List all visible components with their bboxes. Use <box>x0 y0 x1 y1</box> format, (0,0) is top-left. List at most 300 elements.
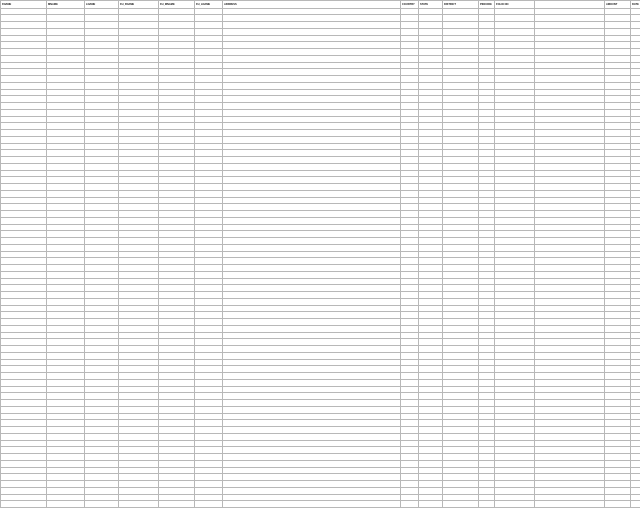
table-cell[interactable] <box>1 22 47 29</box>
table-cell[interactable] <box>85 211 119 218</box>
table-cell[interactable] <box>195 352 223 359</box>
table-cell[interactable] <box>495 69 535 76</box>
table-cell[interactable] <box>47 211 85 218</box>
table-cell[interactable] <box>47 82 85 89</box>
table-cell[interactable] <box>119 55 159 62</box>
table-cell[interactable] <box>401 359 419 366</box>
table-cell[interactable] <box>443 285 479 292</box>
table-cell[interactable] <box>119 494 159 501</box>
table-cell[interactable] <box>119 481 159 488</box>
table-cell[interactable] <box>223 386 401 393</box>
table-cell[interactable] <box>479 150 495 157</box>
table-cell[interactable] <box>401 285 419 292</box>
table-cell[interactable] <box>47 359 85 366</box>
table-cell[interactable] <box>535 42 605 49</box>
table-cell[interactable] <box>443 474 479 481</box>
table-cell[interactable] <box>535 359 605 366</box>
table-cell[interactable] <box>479 130 495 137</box>
table-cell[interactable] <box>631 460 640 467</box>
table-cell[interactable] <box>631 346 640 353</box>
table-cell[interactable] <box>631 413 640 420</box>
table-cell[interactable] <box>401 366 419 373</box>
table-cell[interactable] <box>419 197 443 204</box>
table-cell[interactable] <box>223 150 401 157</box>
table-cell[interactable] <box>159 231 195 238</box>
table-cell[interactable] <box>223 312 401 319</box>
column-header-fh-fname[interactable]: FH_FNAME <box>119 1 159 9</box>
table-cell[interactable] <box>401 143 419 150</box>
table-cell[interactable] <box>47 406 85 413</box>
table-cell[interactable] <box>401 433 419 440</box>
table-cell[interactable] <box>195 325 223 332</box>
table-cell[interactable] <box>605 373 631 380</box>
table-cell[interactable] <box>1 82 47 89</box>
table-cell[interactable] <box>605 386 631 393</box>
table-cell[interactable] <box>223 481 401 488</box>
table-cell[interactable] <box>1 373 47 380</box>
table-cell[interactable] <box>631 400 640 407</box>
table-cell[interactable] <box>85 217 119 224</box>
table-cell[interactable] <box>479 339 495 346</box>
table-cell[interactable] <box>47 386 85 393</box>
table-cell[interactable] <box>159 62 195 69</box>
table-cell[interactable] <box>1 184 47 191</box>
table-cell[interactable] <box>85 238 119 245</box>
table-cell[interactable] <box>479 359 495 366</box>
table-cell[interactable] <box>495 373 535 380</box>
table-cell[interactable] <box>443 170 479 177</box>
table-cell[interactable] <box>631 292 640 299</box>
table-cell[interactable] <box>119 433 159 440</box>
table-cell[interactable] <box>223 55 401 62</box>
table-cell[interactable] <box>419 103 443 110</box>
table-cell[interactable] <box>535 96 605 103</box>
table-cell[interactable] <box>495 251 535 258</box>
table-cell[interactable] <box>119 231 159 238</box>
table-cell[interactable] <box>223 258 401 265</box>
table-cell[interactable] <box>223 143 401 150</box>
table-cell[interactable] <box>479 170 495 177</box>
table-cell[interactable] <box>419 22 443 29</box>
table-cell[interactable] <box>605 427 631 434</box>
table-cell[interactable] <box>195 501 223 508</box>
table-cell[interactable] <box>119 366 159 373</box>
table-cell[interactable] <box>631 136 640 143</box>
table-cell[interactable] <box>443 487 479 494</box>
table-cell[interactable] <box>1 501 47 508</box>
table-cell[interactable] <box>119 170 159 177</box>
table-cell[interactable] <box>223 96 401 103</box>
table-cell[interactable] <box>535 481 605 488</box>
table-cell[interactable] <box>419 305 443 312</box>
table-cell[interactable] <box>479 400 495 407</box>
table-cell[interactable] <box>1 42 47 49</box>
table-cell[interactable] <box>195 22 223 29</box>
table-cell[interactable] <box>495 305 535 312</box>
table-cell[interactable] <box>401 292 419 299</box>
table-cell[interactable] <box>159 427 195 434</box>
table-cell[interactable] <box>535 177 605 184</box>
table-cell[interactable] <box>85 460 119 467</box>
table-cell[interactable] <box>419 366 443 373</box>
table-cell[interactable] <box>443 82 479 89</box>
table-cell[interactable] <box>443 258 479 265</box>
table-cell[interactable] <box>119 42 159 49</box>
table-cell[interactable] <box>631 170 640 177</box>
table-cell[interactable] <box>223 177 401 184</box>
table-cell[interactable] <box>119 184 159 191</box>
table-cell[interactable] <box>159 305 195 312</box>
table-cell[interactable] <box>495 76 535 83</box>
table-cell[interactable] <box>535 332 605 339</box>
table-cell[interactable] <box>119 251 159 258</box>
table-cell[interactable] <box>419 123 443 130</box>
table-cell[interactable] <box>419 109 443 116</box>
table-cell[interactable] <box>47 96 85 103</box>
table-cell[interactable] <box>47 35 85 42</box>
table-cell[interactable] <box>119 258 159 265</box>
table-cell[interactable] <box>119 22 159 29</box>
table-cell[interactable] <box>119 501 159 508</box>
table-cell[interactable] <box>85 373 119 380</box>
table-cell[interactable] <box>535 258 605 265</box>
table-cell[interactable] <box>495 474 535 481</box>
table-cell[interactable] <box>1 346 47 353</box>
table-cell[interactable] <box>85 433 119 440</box>
table-cell[interactable] <box>535 251 605 258</box>
table-cell[interactable] <box>401 150 419 157</box>
table-cell[interactable] <box>159 28 195 35</box>
table-cell[interactable] <box>401 15 419 22</box>
table-cell[interactable] <box>223 157 401 164</box>
table-cell[interactable] <box>535 487 605 494</box>
table-cell[interactable] <box>401 406 419 413</box>
table-cell[interactable] <box>535 62 605 69</box>
table-cell[interactable] <box>85 190 119 197</box>
table-cell[interactable] <box>119 393 159 400</box>
table-cell[interactable] <box>159 278 195 285</box>
table-cell[interactable] <box>535 454 605 461</box>
table-cell[interactable] <box>159 359 195 366</box>
table-cell[interactable] <box>159 501 195 508</box>
table-cell[interactable] <box>535 265 605 272</box>
table-cell[interactable] <box>223 406 401 413</box>
table-cell[interactable] <box>443 413 479 420</box>
table-cell[interactable] <box>223 28 401 35</box>
table-cell[interactable] <box>159 265 195 272</box>
table-cell[interactable] <box>159 467 195 474</box>
table-cell[interactable] <box>85 123 119 130</box>
table-cell[interactable] <box>223 76 401 83</box>
table-cell[interactable] <box>1 170 47 177</box>
table-cell[interactable] <box>631 325 640 332</box>
table-cell[interactable] <box>419 238 443 245</box>
table-cell[interactable] <box>419 487 443 494</box>
table-cell[interactable] <box>443 292 479 299</box>
table-cell[interactable] <box>535 55 605 62</box>
table-cell[interactable] <box>419 217 443 224</box>
table-cell[interactable] <box>401 96 419 103</box>
table-cell[interactable] <box>419 150 443 157</box>
table-cell[interactable] <box>195 258 223 265</box>
table-cell[interactable] <box>401 474 419 481</box>
table-cell[interactable] <box>47 346 85 353</box>
table-cell[interactable] <box>1 103 47 110</box>
table-cell[interactable] <box>223 325 401 332</box>
table-cell[interactable] <box>119 224 159 231</box>
table-cell[interactable] <box>195 460 223 467</box>
table-cell[interactable] <box>443 103 479 110</box>
table-cell[interactable] <box>159 238 195 245</box>
table-cell[interactable] <box>159 184 195 191</box>
table-cell[interactable] <box>631 143 640 150</box>
table-cell[interactable] <box>195 197 223 204</box>
column-header-country[interactable]: COUNTRY <box>401 1 419 9</box>
table-cell[interactable] <box>159 69 195 76</box>
table-cell[interactable] <box>605 211 631 218</box>
table-cell[interactable] <box>401 170 419 177</box>
table-cell[interactable] <box>419 204 443 211</box>
table-cell[interactable] <box>85 89 119 96</box>
table-cell[interactable] <box>495 481 535 488</box>
table-cell[interactable] <box>47 278 85 285</box>
table-cell[interactable] <box>605 8 631 15</box>
table-cell[interactable] <box>495 339 535 346</box>
column-header-fname[interactable]: FNAME <box>1 1 47 9</box>
table-cell[interactable] <box>223 251 401 258</box>
table-cell[interactable] <box>85 251 119 258</box>
table-cell[interactable] <box>1 231 47 238</box>
table-cell[interactable] <box>119 265 159 272</box>
table-cell[interactable] <box>47 271 85 278</box>
table-cell[interactable] <box>631 211 640 218</box>
table-cell[interactable] <box>495 319 535 326</box>
table-cell[interactable] <box>401 217 419 224</box>
table-cell[interactable] <box>119 454 159 461</box>
table-cell[interactable] <box>495 433 535 440</box>
table-cell[interactable] <box>495 427 535 434</box>
column-header-folio[interactable]: FOLIO NO <box>495 1 535 9</box>
table-cell[interactable] <box>1 116 47 123</box>
table-cell[interactable] <box>495 190 535 197</box>
table-cell[interactable] <box>419 244 443 251</box>
table-cell[interactable] <box>195 292 223 299</box>
table-cell[interactable] <box>479 346 495 353</box>
table-cell[interactable] <box>159 460 195 467</box>
table-cell[interactable] <box>1 130 47 137</box>
table-cell[interactable] <box>223 346 401 353</box>
table-cell[interactable] <box>401 325 419 332</box>
table-cell[interactable] <box>495 494 535 501</box>
table-cell[interactable] <box>401 49 419 56</box>
table-cell[interactable] <box>479 103 495 110</box>
table-cell[interactable] <box>495 211 535 218</box>
table-cell[interactable] <box>195 481 223 488</box>
table-cell[interactable] <box>47 258 85 265</box>
table-cell[interactable] <box>631 76 640 83</box>
table-cell[interactable] <box>631 28 640 35</box>
table-cell[interactable] <box>85 285 119 292</box>
table-cell[interactable] <box>85 8 119 15</box>
table-cell[interactable] <box>479 89 495 96</box>
table-cell[interactable] <box>195 130 223 137</box>
table-cell[interactable] <box>495 332 535 339</box>
table-cell[interactable] <box>159 163 195 170</box>
table-cell[interactable] <box>85 379 119 386</box>
table-cell[interactable] <box>631 305 640 312</box>
table-cell[interactable] <box>443 278 479 285</box>
table-cell[interactable] <box>47 76 85 83</box>
table-cell[interactable] <box>85 35 119 42</box>
table-cell[interactable] <box>479 386 495 393</box>
table-cell[interactable] <box>631 487 640 494</box>
table-cell[interactable] <box>479 298 495 305</box>
table-cell[interactable] <box>1 55 47 62</box>
table-cell[interactable] <box>495 325 535 332</box>
table-cell[interactable] <box>1 258 47 265</box>
table-cell[interactable] <box>223 231 401 238</box>
table-cell[interactable] <box>159 190 195 197</box>
table-cell[interactable] <box>223 197 401 204</box>
table-cell[interactable] <box>159 55 195 62</box>
table-cell[interactable] <box>195 190 223 197</box>
table-cell[interactable] <box>223 319 401 326</box>
table-cell[interactable] <box>85 386 119 393</box>
table-cell[interactable] <box>605 82 631 89</box>
table-cell[interactable] <box>605 244 631 251</box>
table-cell[interactable] <box>535 109 605 116</box>
table-cell[interactable] <box>495 35 535 42</box>
table-cell[interactable] <box>443 217 479 224</box>
table-cell[interactable] <box>47 298 85 305</box>
table-cell[interactable] <box>159 96 195 103</box>
table-cell[interactable] <box>419 15 443 22</box>
table-cell[interactable] <box>631 177 640 184</box>
table-cell[interactable] <box>479 305 495 312</box>
table-cell[interactable] <box>119 312 159 319</box>
column-header-district[interactable]: DISTRICT <box>443 1 479 9</box>
table-cell[interactable] <box>195 413 223 420</box>
table-cell[interactable] <box>535 440 605 447</box>
table-cell[interactable] <box>1 49 47 56</box>
table-cell[interactable] <box>443 366 479 373</box>
table-cell[interactable] <box>85 271 119 278</box>
table-cell[interactable] <box>631 474 640 481</box>
table-cell[interactable] <box>535 89 605 96</box>
table-cell[interactable] <box>419 42 443 49</box>
table-cell[interactable] <box>223 22 401 29</box>
table-cell[interactable] <box>159 130 195 137</box>
table-cell[interactable] <box>479 467 495 474</box>
table-cell[interactable] <box>47 352 85 359</box>
table-cell[interactable] <box>495 447 535 454</box>
table-cell[interactable] <box>535 224 605 231</box>
table-cell[interactable] <box>631 96 640 103</box>
table-cell[interactable] <box>631 393 640 400</box>
table-cell[interactable] <box>159 35 195 42</box>
table-cell[interactable] <box>443 177 479 184</box>
table-cell[interactable] <box>85 55 119 62</box>
table-cell[interactable] <box>535 69 605 76</box>
table-cell[interactable] <box>1 332 47 339</box>
table-cell[interactable] <box>195 379 223 386</box>
table-cell[interactable] <box>119 339 159 346</box>
table-cell[interactable] <box>535 22 605 29</box>
table-cell[interactable] <box>119 109 159 116</box>
table-cell[interactable] <box>195 440 223 447</box>
table-cell[interactable] <box>605 123 631 130</box>
table-cell[interactable] <box>47 184 85 191</box>
table-cell[interactable] <box>495 285 535 292</box>
table-cell[interactable] <box>223 359 401 366</box>
table-cell[interactable] <box>119 150 159 157</box>
table-cell[interactable] <box>223 366 401 373</box>
table-cell[interactable] <box>419 89 443 96</box>
table-cell[interactable] <box>85 339 119 346</box>
table-cell[interactable] <box>605 251 631 258</box>
table-cell[interactable] <box>159 157 195 164</box>
table-cell[interactable] <box>419 359 443 366</box>
table-cell[interactable] <box>85 204 119 211</box>
table-cell[interactable] <box>195 265 223 272</box>
table-cell[interactable] <box>401 42 419 49</box>
table-cell[interactable] <box>223 427 401 434</box>
table-cell[interactable] <box>85 76 119 83</box>
table-cell[interactable] <box>195 231 223 238</box>
table-cell[interactable] <box>47 373 85 380</box>
table-cell[interactable] <box>401 467 419 474</box>
table-cell[interactable] <box>401 494 419 501</box>
table-cell[interactable] <box>159 379 195 386</box>
table-cell[interactable] <box>631 8 640 15</box>
table-cell[interactable] <box>479 238 495 245</box>
table-cell[interactable] <box>47 474 85 481</box>
table-cell[interactable] <box>85 143 119 150</box>
table-cell[interactable] <box>419 271 443 278</box>
table-cell[interactable] <box>535 278 605 285</box>
table-cell[interactable] <box>401 224 419 231</box>
table-cell[interactable] <box>47 487 85 494</box>
table-cell[interactable] <box>85 305 119 312</box>
table-cell[interactable] <box>85 454 119 461</box>
table-cell[interactable] <box>495 244 535 251</box>
table-cell[interactable] <box>631 49 640 56</box>
table-cell[interactable] <box>195 400 223 407</box>
table-cell[interactable] <box>443 406 479 413</box>
table-cell[interactable] <box>1 271 47 278</box>
table-cell[interactable] <box>605 157 631 164</box>
table-cell[interactable] <box>535 400 605 407</box>
table-cell[interactable] <box>159 22 195 29</box>
table-cell[interactable] <box>47 319 85 326</box>
table-cell[interactable] <box>605 332 631 339</box>
table-cell[interactable] <box>119 487 159 494</box>
table-cell[interactable] <box>159 339 195 346</box>
table-cell[interactable] <box>605 413 631 420</box>
table-cell[interactable] <box>159 170 195 177</box>
table-cell[interactable] <box>495 217 535 224</box>
table-cell[interactable] <box>479 352 495 359</box>
table-cell[interactable] <box>401 22 419 29</box>
table-cell[interactable] <box>605 103 631 110</box>
table-cell[interactable] <box>119 420 159 427</box>
table-cell[interactable] <box>223 89 401 96</box>
table-cell[interactable] <box>223 440 401 447</box>
table-cell[interactable] <box>159 251 195 258</box>
table-cell[interactable] <box>223 487 401 494</box>
table-cell[interactable] <box>159 224 195 231</box>
table-cell[interactable] <box>223 190 401 197</box>
